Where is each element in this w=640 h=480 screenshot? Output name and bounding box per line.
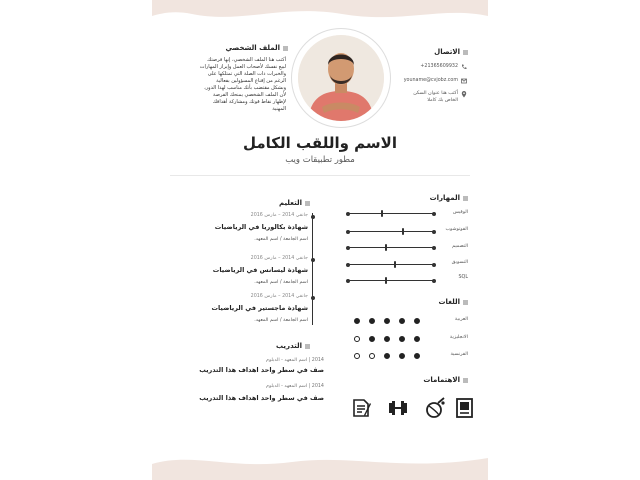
avatar: [298, 35, 384, 121]
skill-name: الفوتوشوب: [445, 227, 468, 232]
skill-end-dot: [346, 279, 350, 283]
contact-email: youname@cvjobz.com: [403, 78, 458, 83]
skill-level-marker: [381, 210, 383, 217]
skill-end-dot: [346, 230, 350, 234]
skill-bar: [348, 280, 434, 281]
language-name: الانجليزية: [449, 335, 468, 340]
skill-level-marker: [394, 261, 396, 268]
education-date: جانفي 2014 – مارس 2016: [250, 213, 308, 218]
education-date: جانفي 2014 – مارس 2016: [250, 294, 308, 299]
skill-bar: [348, 231, 434, 232]
language-dot-filled: [399, 353, 405, 359]
skill-end-dot: [432, 246, 436, 250]
training-meta: 2014 | اسم المعهد - الدبلوم: [265, 358, 324, 363]
email-icon: [461, 78, 467, 84]
full-name: الاسم واللقب الكامل: [243, 134, 397, 152]
education-school: اسم الجامعة / اسم المعهد.: [254, 237, 308, 242]
skill-end-dot: [432, 230, 436, 234]
language-rating: [354, 318, 420, 324]
skill-end-dot: [346, 263, 350, 267]
language-dot-filled: [369, 318, 375, 324]
skill-end-dot: [346, 246, 350, 250]
section-square-icon: [305, 201, 310, 206]
section-square-icon: [463, 196, 468, 201]
skill-level-marker: [385, 244, 387, 251]
training-desc: صف في سطر واحد اهداف هذا التدريب: [199, 394, 324, 402]
language-dot-filled: [384, 336, 390, 342]
skills-title: المهارات: [406, 194, 468, 202]
job-title: مطور تطبيقات ويب: [285, 155, 355, 165]
language-rating: [354, 353, 420, 359]
language-dot-filled: [414, 353, 420, 359]
skill-level-marker: [402, 228, 404, 235]
languages-title: اللغات: [406, 298, 468, 306]
language-dot-filled: [399, 336, 405, 342]
top-wave: [152, 0, 488, 26]
skill-name: التصميم: [452, 244, 468, 249]
section-square-icon: [463, 300, 468, 305]
phone-icon: [461, 64, 467, 70]
interests-title: الاهتمامات: [406, 376, 468, 384]
language-name: الفرنسية: [450, 352, 468, 357]
profile-title: الملف الشخصي: [192, 44, 288, 52]
profile-text: أكتب هنا الملف الشخصي، إنها فرصتك لبيع نفسك لأصحاب العمل وإبراز المهارات والخبرات ذات الصلة التي تمتلكها على الرغم من إقناع المسؤولين بفعالية وبشكل مقتضب بأنك مناسب لهذا الدور، لأن الملف الشخصي يمنحك الفرصة لإظهار نقاط قوتك ومشاركة أهدافك المهنية: [199, 57, 286, 112]
language-dot-filled: [354, 318, 360, 324]
education-degree: شهادة ليسانس في الرياضيات: [212, 266, 308, 274]
education-school: اسم الجامعة / اسم المعهد.: [254, 318, 308, 323]
skill-level-marker: [385, 277, 387, 284]
skill-name: SQL: [458, 275, 468, 280]
skill-bar: [348, 247, 434, 248]
section-square-icon: [283, 46, 288, 51]
language-name: العربية: [454, 317, 468, 322]
education-date: جانفي 2014 – مارس 2016: [250, 256, 308, 261]
language-dot-filled: [414, 318, 420, 324]
skill-bar: [348, 264, 434, 265]
sport-icon: [424, 397, 446, 419]
education-timeline: [312, 213, 313, 325]
writing-icon: [350, 397, 372, 419]
header-divider: [170, 175, 470, 176]
language-dot-filled: [384, 353, 390, 359]
language-dot-filled: [399, 318, 405, 324]
section-square-icon: [463, 378, 468, 383]
language-dot-empty: [369, 353, 375, 359]
timeline-dot: [311, 258, 315, 262]
contact-title: الاتصال: [402, 48, 468, 56]
skill-end-dot: [432, 279, 436, 283]
contact-address: أكتب هنا عنوان السكن الخاص بك كاملا: [413, 91, 458, 103]
training-meta: 2014 | اسم المعهد - الدبلوم: [265, 384, 324, 389]
section-square-icon: [463, 50, 468, 55]
skill-end-dot: [432, 212, 436, 216]
skill-end-dot: [346, 212, 350, 216]
cv-page: [152, 0, 488, 480]
language-dot-empty: [354, 336, 360, 342]
fitness-icon: [387, 397, 409, 419]
location-icon: [461, 91, 467, 98]
language-dot-empty: [354, 353, 360, 359]
skill-end-dot: [432, 263, 436, 267]
education-degree: شهادة بكالوريا في الرياضيات: [214, 223, 308, 231]
education-degree: شهادة ماجستير في الرياضيات: [211, 304, 308, 312]
section-square-icon: [305, 344, 310, 349]
education-school: اسم الجامعة / اسم المعهد.: [254, 280, 308, 285]
skill-name: التسويق: [451, 260, 468, 265]
reading-icon: [454, 397, 476, 419]
contact-phone: +21365609932: [420, 64, 458, 69]
skill-name: الوفيس: [452, 210, 468, 215]
education-title: التعليم: [240, 199, 310, 207]
training-title: التدريب: [240, 342, 310, 350]
language-dot-filled: [384, 318, 390, 324]
timeline-dot: [311, 215, 315, 219]
profile-photo: [291, 28, 391, 128]
bottom-wave: [152, 450, 488, 480]
language-rating: [354, 336, 420, 342]
language-dot-filled: [369, 336, 375, 342]
training-desc: صف في سطر واحد اهداف هذا التدريب: [199, 366, 324, 374]
skill-bar: [348, 213, 434, 214]
language-dot-filled: [414, 336, 420, 342]
timeline-dot: [311, 296, 315, 300]
